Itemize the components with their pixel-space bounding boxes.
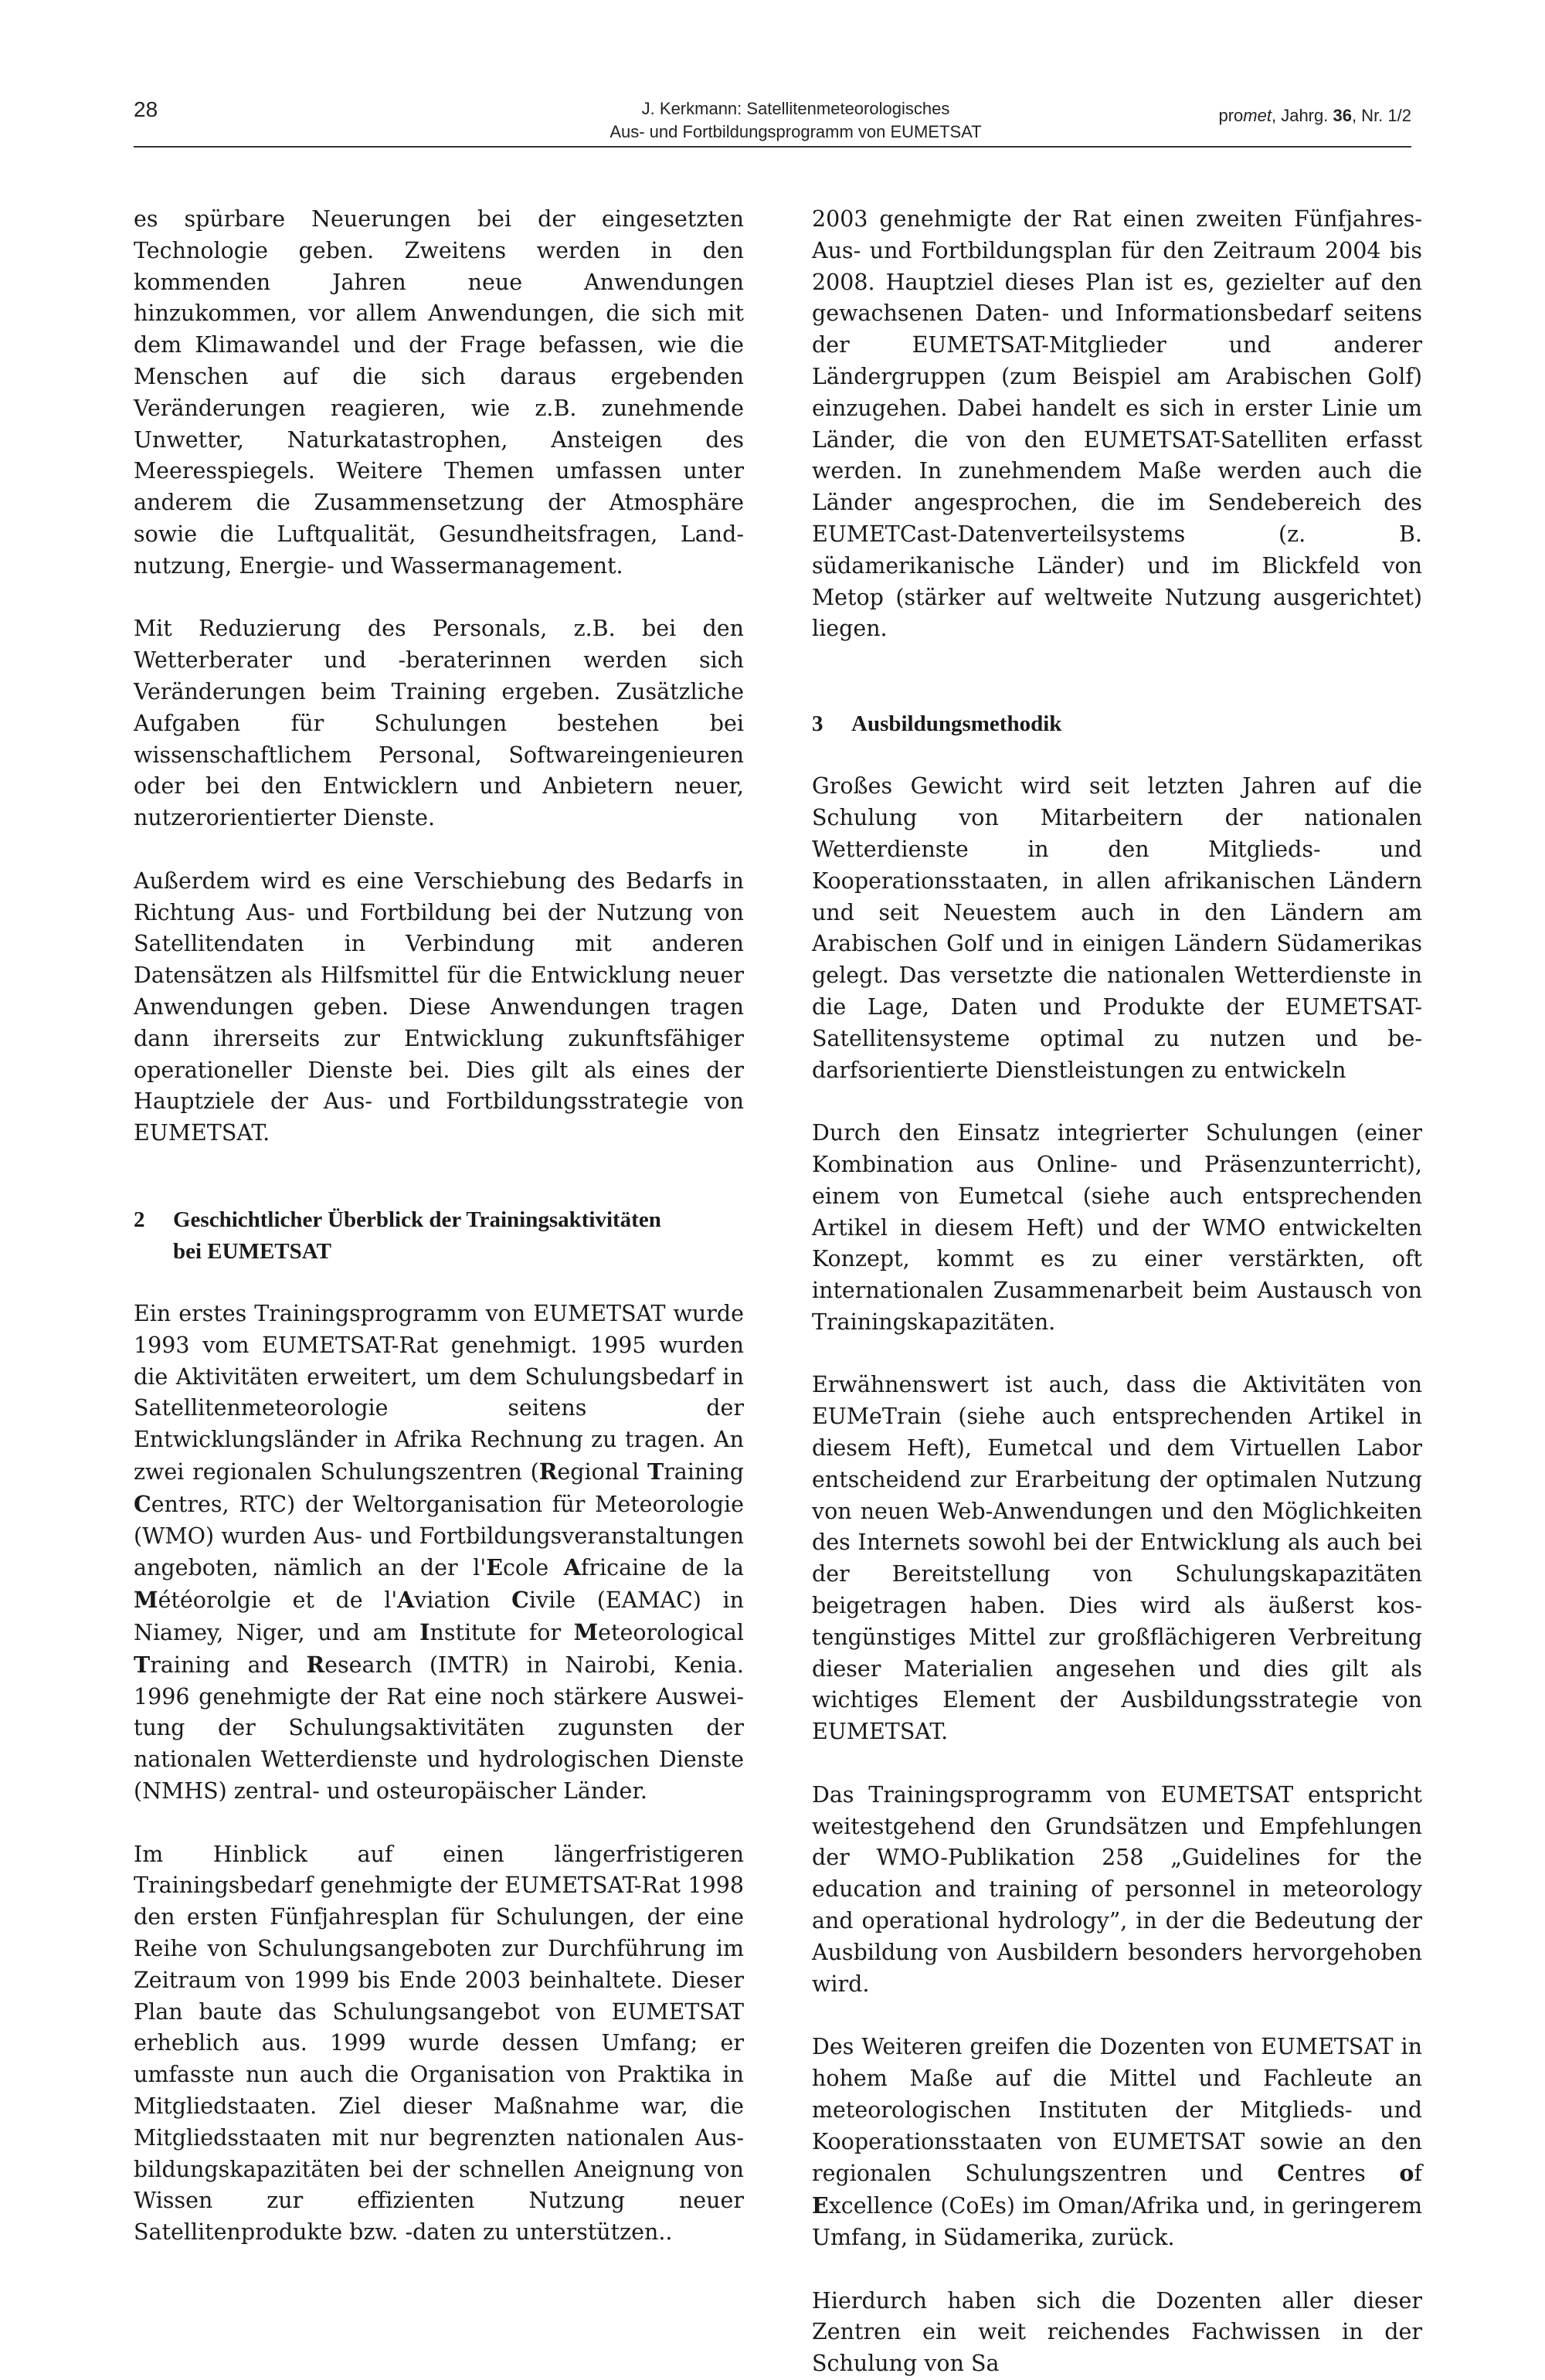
header-rule — [134, 146, 1411, 148]
paragraph: Hierdurch haben sich die Dozenten aller dieser Zentren ein weit reichendes Fachwissen in der Schulung von Sa — [812, 2287, 1422, 2377]
paragraph: Das Trainingsprogramm von EUMETSAT entspricht weitestgehend den Grundsätzen und Empfehlungen der WMO-Publikation 258 „Guidelines for the education and training of personnel in meteorology and operational hydrology”, in der die Bedeutung der Ausbildung von Ausbildern besonders hervorgehoben wird. — [812, 1781, 1422, 1997]
paragraph: Erwähnenswert ist auch, dass die Aktivitäten von EUMeTrain (siehe auch entsprechenden Artikel in diesem Heft), Eumetcal und dem Virtuellen Labor entscheidend zur Erarbeitung der optimalen Nutzung von neuen Web-Anwendungen und den Möglichkeiten des Internets sowohl bei der Entwicklung als auch bei der Bereitstellung von Schulungskapazitäten beigetragen haben. Dies wird als äußerst kostengünstiges Mittel zur großflächigeren Verbreitung dieser Materialien angesehen und dies gilt als wichtiges Element der Ausbildungsstrategie von EUMETSAT. — [812, 1372, 1422, 1745]
section-title: Ausbildungsmethodik — [851, 711, 1062, 736]
paragraph: Großes Gewicht wird seit letzten Jahren auf die Schulung von Mitarbeitern der nationalen Wetterdienste in den Mitglieds- und Kooperationsstaaten, in allen afrikanischen Ländern und seit Neuestem auch in den Ländern am Arabischen Golf und in einigen Ländern Südamerikas gelegt. Das versetzte die nationalen Wetterdienste in die Lage, Daten und Produkte der EUMETSAT-Satellitensysteme optimal zu nutzen und bedarfsorientierte Dienstleistungen zu entwickeln — [812, 773, 1422, 1083]
paragraph: Durch den Einsatz integrierter Schulungen (einer Kombination aus Online- und Präsenzunterricht), einem von Eumetcal (siehe auch entsprechenden Artikel in diesem Heft) und der WMO entwickelten Konzept, kommt es zu einer verstärkten, oft internationalen Zusammenarbeit beim Austausch von Trainingskapazitäten. — [812, 1120, 1422, 1335]
section-title-line-2: bei EUMETSAT — [173, 1238, 331, 1264]
paragraph: Im Hinblick auf einen längerfristigeren Trainingsbedarf genehmigte der EUMETSAT-Rat 1998 den ersten Fünfjahresplan für Schulungen, der eine Reihe von Schulungsangeboten zur Durchführung im Zeitraum von 1999 bis Ende 2003 beinhaltete. Dieser Plan baute das Schulungsangebot von EUMETSAT erheblich aus. 1999 wurde dessen Umfang; er umfasste nun auch die Organisation von Praktika in Mitgliedstaaten. Ziel dieser Maßnahme war, die Mitgliedsstaaten mit nur begrenzten nationalen Ausbildungskapazitäten bei der schnellen Aneignung von Wissen zur effizienten Nutzung neuer Satellitenprodukte bzw. -daten zu unterstützen.. — [134, 1841, 744, 2246]
paragraph: es spürbare Neuerungen bei der eingesetzten Technologie geben. Zweitens werden in den kommenden Jahren neue Anwendungen hinzukommen, vor allem Anwendungen, die sich mit dem Klimawandel und der Frage befassen, wie die Menschen auf die sich daraus ergebenden Veränderungen reagieren, wie z.B. zunehmende Unwetter, Naturkatastrophen, Ansteigen des Meeresspiegels. Weitere Themen umfassen unter anderem die Zusammensetzung der Atmosphäre sowie die Luftqualität, Gesundheitsfragen, Landnutzung, Energie- und Wassermanagement. — [134, 206, 744, 579]
paragraph: Außerdem wird es eine Verschiebung des Bedarfs in Richtung Aus- und Fortbildung bei der Nutzung von Satellitendaten in Verbindung mit anderen Datensätzen als Hilfsmittel für die Entwicklung neuer Anwendungen geben. Diese Anwendungen tragen dann ihrerseits zur Entwicklung zukunftsfähiger operationeller Dienste bei. Dies gilt als eines der Hauptziele der Aus- und Fortbildungsstrategie von EUMETSAT. — [134, 867, 744, 1146]
paragraph: 2003 genehmigte der Rat einen zweiten Fünfjahres-Aus- und Fortbildungsplan für den Zeitraum 2004 bis 2008. Hauptziel dieses Plan ist es, gezielter auf den gewachsenen Daten- und Informationsbedarf seitens der EUMETSAT-Mitglieder und anderer Ländergruppen (zum Beispiel am Arabischen Golf) einzugehen. Dabei handelt es sich in erster Linie um Länder, die von den EUMETSAT-Satelliten erfasst werden. In zunehmendem Maße werden auch die Länder angesprochen, die im Sendebereich des EUMETCast-Datenverteilsystems (z. B. südamerikanische Länder) und im Blickfeld von Metop (stärker auf weltweite Nutzung ausgerichtet) liegen. — [812, 206, 1422, 642]
right-column — [812, 204, 1422, 2380]
journal-volume: 36 — [1333, 106, 1352, 125]
section-number: 3 — [812, 711, 823, 736]
running-title — [479, 97, 1112, 144]
journal-name-pre: pro — [1218, 106, 1244, 125]
journal-name-italic: met — [1243, 106, 1272, 125]
section-number: 2 — [134, 1207, 145, 1232]
journal-year-label: , Jahrg. — [1271, 106, 1333, 125]
section-heading-3 — [812, 708, 1422, 740]
paragraph: Ein erstes Trainingsprogramm von EUMETSAT wurde 1993 vom EUMETSAT-Rat genehmigt. 1995 wurden die Aktivitäten erweitert, um dem Schulungsbedarf in Satellitenmeteorologie seitens der Entwicklungsländer in Afrika Rechnung zu tragen. An zwei regionalen Schulungszentren (Regional Training Centres, RTC) der Weltorganisation für Meteorologie (WMO) wurden Aus- und Fortbildungsveranstaltungen angeboten, nämlich an der l'Ecole Africaine de la Météorolgie et de l'Aviation Civile (EAMAC) in Niamey, Niger, und am Institute for Meteorological Training and Research (IMTR) in Nairobi, Kenia. 1996 genehmigte der Rat eine noch stärkere Ausweitung der Schulungsaktivitäten zugunsten der nationalen Wetterdienste und hydrologischen Dienste (NMHS) zentral- und osteuropäischer Länder. — [134, 1301, 744, 1805]
journal-issue: , Nr. 1/2 — [1351, 106, 1411, 125]
section-heading-2 — [134, 1204, 744, 1268]
left-column — [134, 204, 744, 2249]
running-title-line-1: J. Kerkmann: Satellitenmeteorologisches — [641, 99, 950, 118]
journal-reference — [1219, 106, 1412, 126]
section-title-line-1: Geschichtlicher Überblick der Trainingsaktivitäten — [173, 1207, 661, 1232]
paragraph: Des Weiteren greifen die Dozenten von EUMETSAT in hohem Maße auf die Mittel und Fachleute an meteorologischen Instituten der Mitglieds- und Kooperationsstaaten von EUMETSAT sowie an den regionalen Schulungszentren und Centres of Excellence (CoEs) im Oman/Afrika und, in geringerem Umfang, in Südamerika, zurück. — [812, 2034, 1422, 2250]
paragraph: Mit Reduzierung des Personals, z.B. bei den Wetterberater und -beraterinnen werden sich Veränderungen beim Training ergeben. Zusätzliche Aufgaben für Schulungen bestehen bei wissenschaftlichem Personal, Softwareingenieuren oder bei den Entwicklern und Anbietern neuer, nutzerorientierter Dienste. — [134, 616, 744, 831]
running-title-line-2: Aus- und Fortbildungsprogramm von EUMETSAT — [610, 122, 982, 141]
section-title — [173, 1204, 661, 1268]
page-number: 28 — [134, 97, 158, 121]
